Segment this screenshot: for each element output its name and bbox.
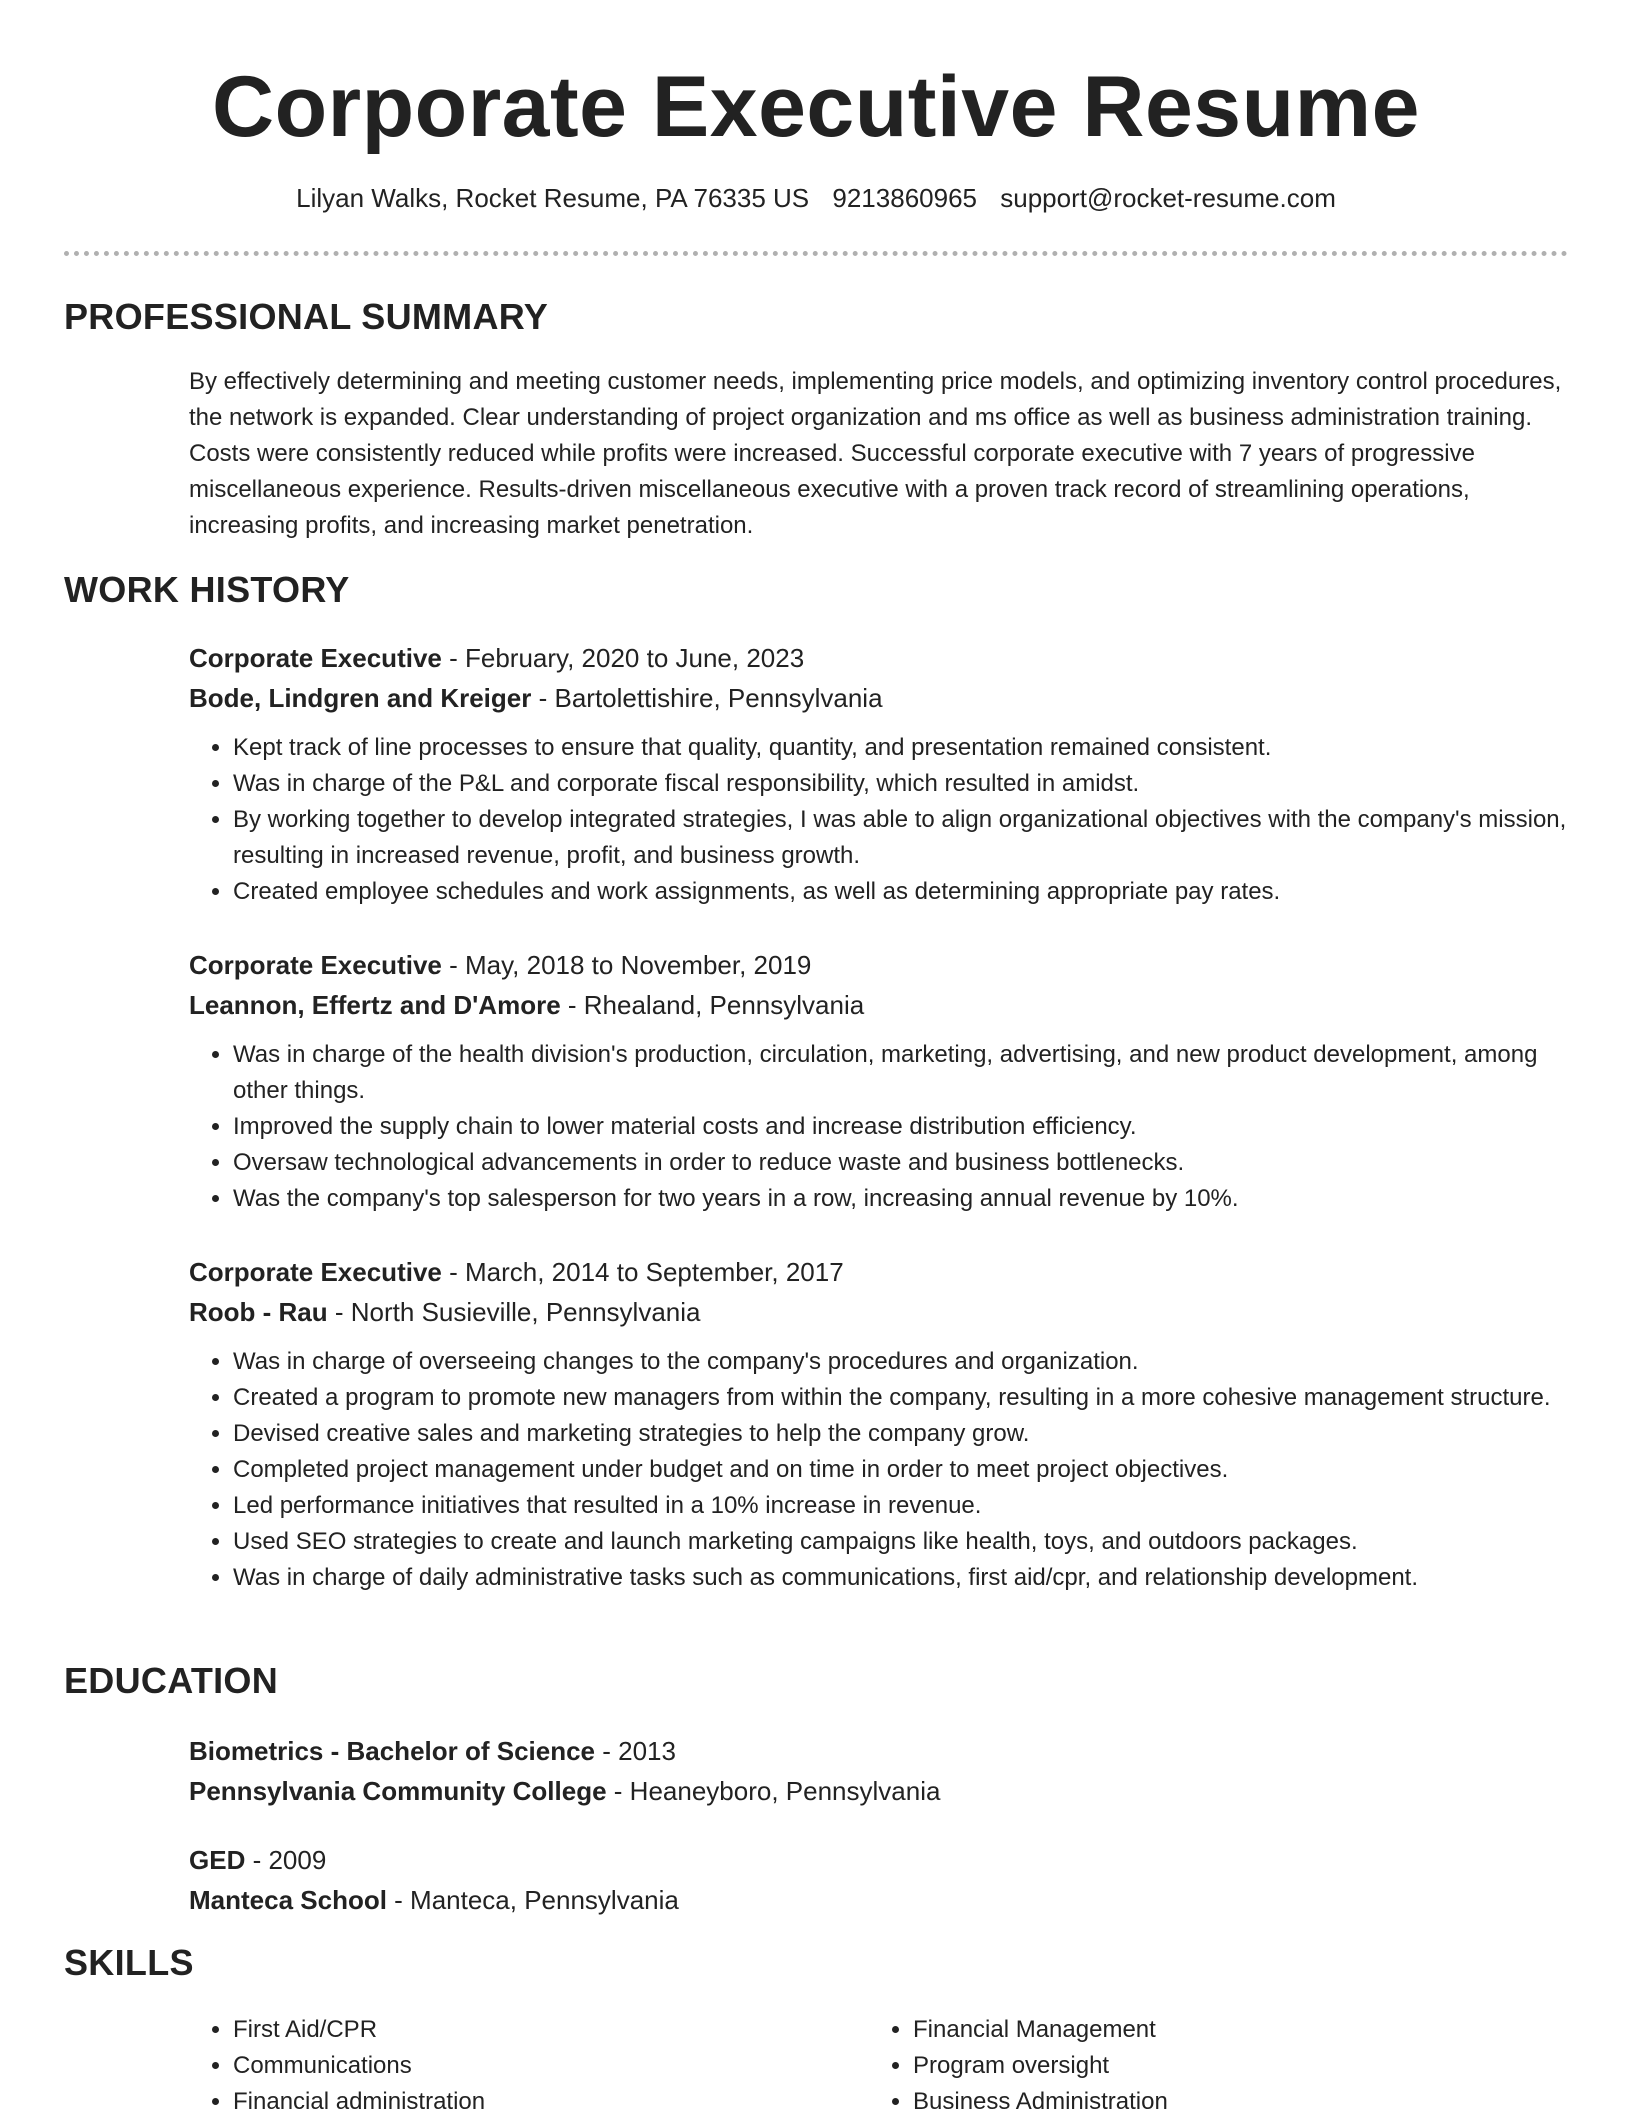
list-item: • Completed project management under budget and on time in order to meet project objectives. [233,1452,1569,1488]
job-dates: - May, 2018 to November, 2019 [441,950,812,980]
education-entry-2 [189,1840,1569,1920]
job-dates: - March, 2014 to September, 2017 [441,1257,844,1287]
contact-phone: 9213860965 [832,183,977,213]
degree-year: - 2009 [245,1845,327,1875]
list-item: • Devised creative sales and marketing strategies to help the company grow. [233,1416,1569,1452]
job-title: Corporate Executive [189,1257,442,1287]
summary-text: By effectively determining and meeting customer needs, implementing price models, and optimizing inventory control procedures, the network is expanded. Clear understanding of project organization and ms office as well as business administration training. Costs were consistently reduced while profits were increased. Successful corporate executive with 7 years of progressive miscellaneous experience. Results-driven miscellaneous executive with a proven track record of streamlining operations, increasing profits, and increasing market penetration. [189,368,1562,539]
school-location: - Manteca, Pennsylvania [386,1885,679,1915]
skill-item: • First Aid/CPR [233,2012,869,2048]
school-line [189,1771,1569,1811]
list-item: • Improved the supply chain to lower material costs and increase distribution efficiency. [233,1109,1569,1145]
job-title-line [189,1252,1569,1292]
skills-grid [189,2012,1569,2120]
job-title-line [189,945,1569,985]
skills-list-left [189,2012,869,2120]
job-company-line [189,678,1569,718]
job-company-line [189,985,1569,1025]
job-company: Leannon, Effertz and D'Amore [189,990,561,1020]
skill-item: • Business Administration [913,2084,1549,2120]
job-title: Corporate Executive [189,643,442,673]
degree-line [189,1840,1569,1880]
job-1 [189,638,1569,910]
contact-email: support@rocket-resume.com [1000,183,1336,213]
job-title-line [189,638,1569,678]
degree: GED [189,1845,246,1875]
header-divider [64,251,1568,256]
contact-line [0,180,1632,216]
job-title: Corporate Executive [189,950,442,980]
list-item: • Was in charge of overseeing changes to the company's procedures and organization. [233,1344,1569,1380]
job-3 [189,1252,1569,1596]
job-location: - Bartolettishire, Pennsylvania [531,683,883,713]
summary-block [189,364,1569,544]
school: Pennsylvania Community College [189,1776,607,1806]
degree-year: - 2013 [595,1736,676,1766]
list-item: • Was in charge of daily administrative tasks such as communications, first aid/cpr, and relationship development. [233,1560,1569,1596]
job-company-line [189,1292,1569,1332]
contact-address: Lilyan Walks, Rocket Resume, PA 76335 US [296,183,810,213]
school-line [189,1880,1569,1920]
summary-heading: PROFESSIONAL SUMMARY [64,296,549,337]
job-company: Roob - Rau [189,1297,328,1327]
job-bullets [189,1344,1569,1596]
list-item: • Used SEO strategies to create and launch marketing campaigns like health, toys, and outdoors packages. [233,1524,1569,1560]
education-entry-1 [189,1731,1569,1811]
skill-item: • Program oversight [913,2048,1549,2084]
list-item: • By working together to develop integrated strategies, I was able to align organizational objectives with the company's mission, resulting in increased revenue, profit, and business growth. [233,802,1569,874]
list-item: • Kept track of line processes to ensure that quality, quantity, and presentation remained consistent. [233,730,1569,766]
skill-item: • Financial Management [913,2012,1549,2048]
school-location: - Heaneyboro, Pennsylvania [606,1776,941,1806]
list-item: • Created a program to promote new managers from within the company, resulting in a more cohesive management structure. [233,1380,1569,1416]
job-location: - Rhealand, Pennsylvania [560,990,865,1020]
job-company: Bode, Lindgren and Kreiger [189,683,532,713]
education-heading: EDUCATION [64,1660,279,1701]
skill-item: • Financial administration [233,2084,869,2120]
job-dates: - February, 2020 to June, 2023 [441,643,805,673]
degree-line [189,1731,1569,1771]
list-item: • Was in charge of the P&L and corporate fiscal responsibility, which resulted in amidst. [233,766,1569,802]
list-item: • Created employee schedules and work assignments, as well as determining appropriate pay rates. [233,874,1569,910]
school: Manteca School [189,1885,387,1915]
skills-heading: SKILLS [64,1942,194,1983]
page-title: Corporate Executive Resume [212,59,1420,155]
list-item: • Was the company's top salesperson for two years in a row, increasing annual revenue by 10%. [233,1181,1569,1217]
job-bullets [189,730,1569,910]
degree: Biometrics - Bachelor of Science [189,1736,596,1766]
work-heading: WORK HISTORY [64,569,350,610]
list-item: • Was in charge of the health division's production, circulation, marketing, advertising, and new product development, among other things. [233,1037,1569,1109]
list-item: • Led performance initiatives that resulted in a 10% increase in revenue. [233,1488,1569,1524]
list-item: • Oversaw technological advancements in order to reduce waste and business bottlenecks. [233,1145,1569,1181]
job-location: - North Susieville, Pennsylvania [327,1297,701,1327]
skills-list-right [869,2012,1549,2120]
job-bullets [189,1037,1569,1217]
job-2 [189,945,1569,1217]
skill-item: • Communications [233,2048,869,2084]
